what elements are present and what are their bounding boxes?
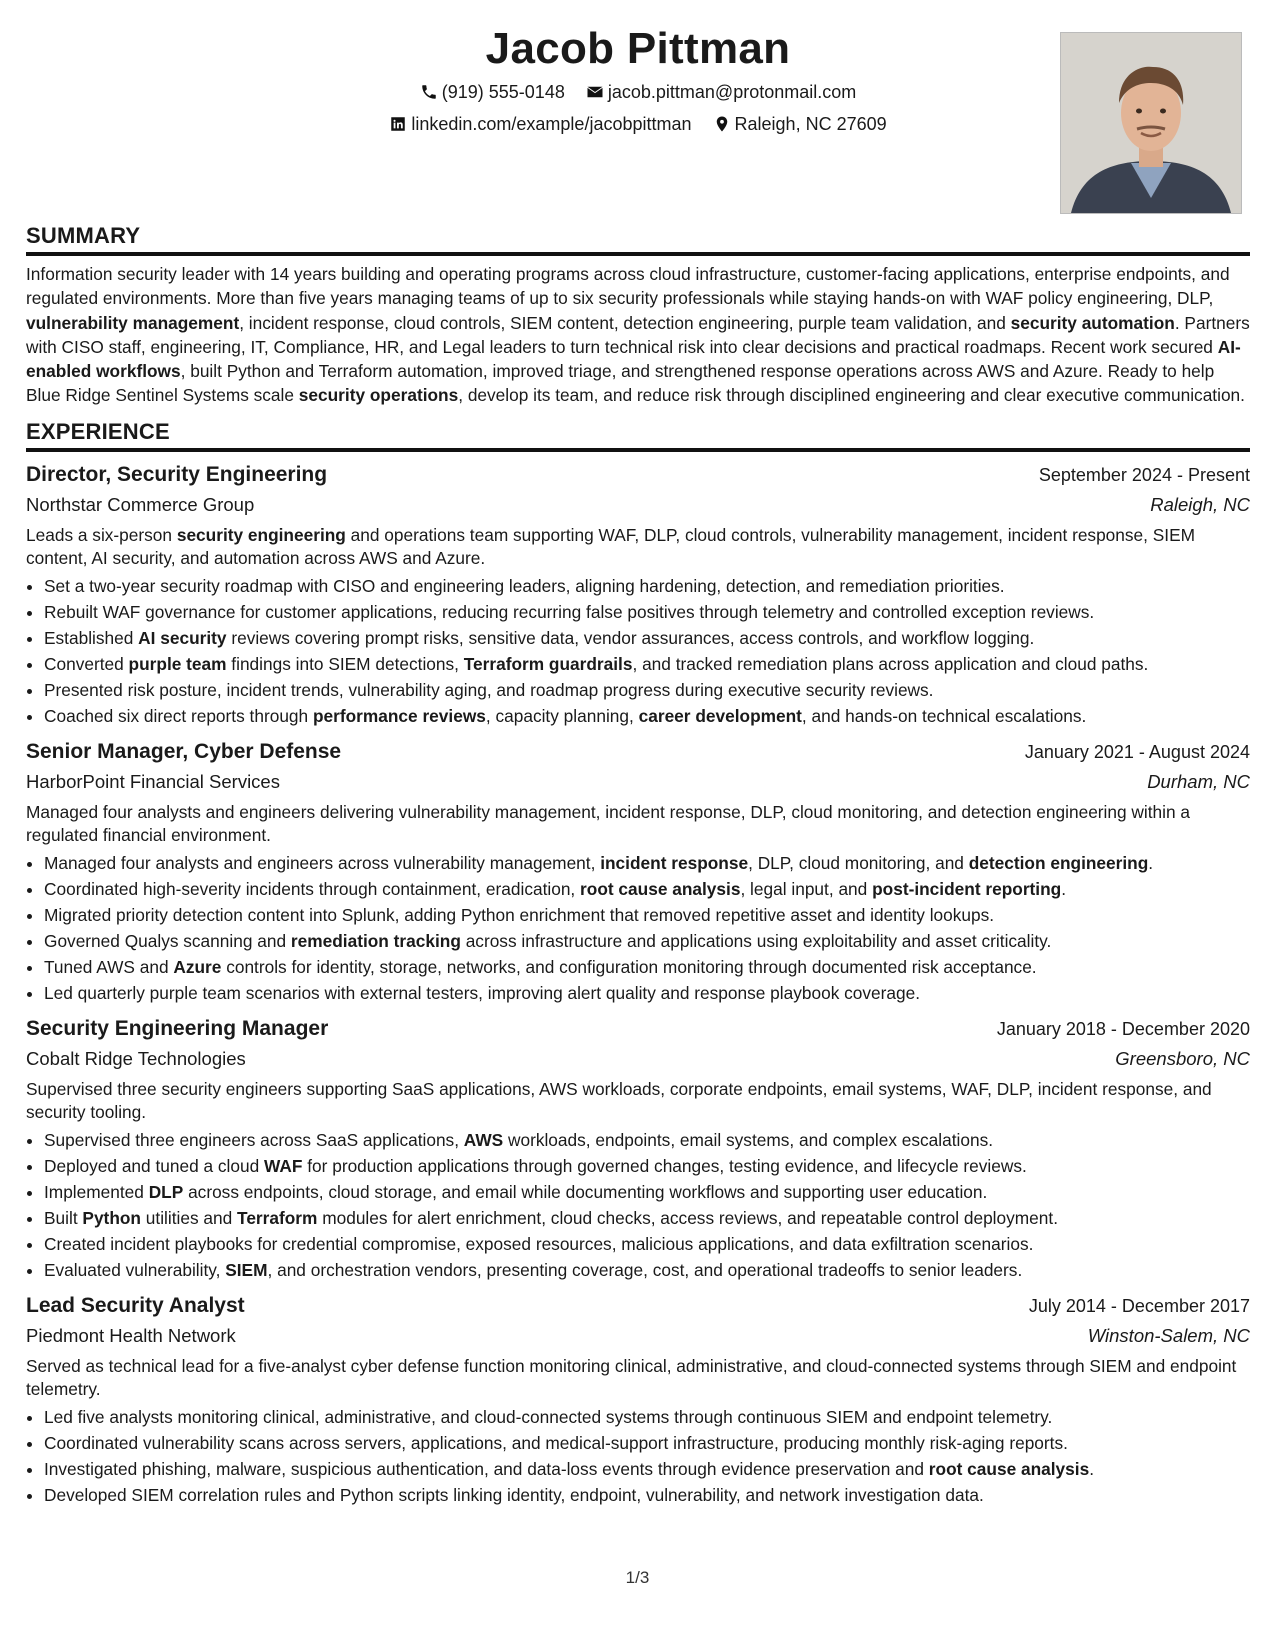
job-bullet: • Led quarterly purple team scenarios with external testers, improving alert quality and response playbook coverage. — [44, 980, 1250, 1006]
job-header — [26, 460, 1250, 490]
summary-paragraph: Information security leader with 14 years building and operating programs across cloud infrastructure, customer-facing applications, enterprise endpoints, and regulated environments. More than five years managing teams of up to six security professionals while staying hands-on with WAF policy engineering, DLP, vulnerability management, incident response, cloud controls, SIEM content, detection engineering, purple team validation, and security automation. Partners with CISO staff, engineering, IT, Compliance, HR, and Legal leaders to turn technical risk into clear decisions and practical roadmaps. Recent work secured AI-enabled workflows, built Python and Terraform automation, improved triage, and strengthened response operations across AWS and Azure. Ready to help Blue Ridge Sentinel Systems scale security operations, develop its team, and reduce risk through disciplined engineering and clear executive communication. — [26, 264, 1250, 406]
job-bullet: • Investigated phishing, malware, suspicious authentication, and data-loss events through evidence preservation and root cause analysis. — [44, 1456, 1250, 1482]
job-header — [26, 1014, 1250, 1044]
job-title: Lead Security Analyst — [26, 1293, 245, 1317]
contact-email[interactable] — [586, 80, 856, 104]
contact-phone — [420, 80, 565, 104]
job-company: Cobalt Ridge Technologies — [26, 1047, 246, 1069]
job-subheader — [26, 490, 1250, 520]
candidate-name: Jacob Pittman — [485, 24, 791, 73]
job-bullet: • Coordinated vulnerability scans across servers, applications, and medical-support infrastructure, producing monthly risk-aging reports. — [44, 1430, 1250, 1456]
job-location: Raleigh, NC — [1150, 493, 1250, 515]
job-header — [26, 737, 1250, 767]
job-subheader — [26, 1044, 1250, 1074]
job-bullets — [26, 573, 1250, 729]
job-location: Winston-Salem, NC — [1087, 1324, 1250, 1346]
job-subheader — [26, 767, 1250, 797]
job-location: Durham, NC — [1147, 770, 1250, 792]
phone-text: (919) 555-0148 — [441, 82, 565, 102]
job-bullet: • Deployed and tuned a cloud WAF for production applications through governed changes, testing evidence, and lifecycle reviews. — [44, 1153, 1250, 1179]
job-company: Northstar Commerce Group — [26, 493, 255, 515]
job-company: HarborPoint Financial Services — [26, 770, 280, 792]
linkedin-link[interactable]: linkedin.com/example/jacobpittman — [411, 114, 692, 134]
location-text: Raleigh, NC 27609 — [734, 114, 887, 134]
job-bullet: • Rebuilt WAF governance for customer applications, reducing recurring false positives through telemetry and controlled exception reviews. — [44, 599, 1250, 625]
job-bullet: • Led five analysts monitoring clinical, administrative, and cloud-connected systems through continuous SIEM and endpoint telemetry. — [44, 1404, 1250, 1430]
job-bullet: • Built Python utilities and Terraform modules for alert enrichment, cloud checks, access reviews, and repeatable control deployment. — [44, 1205, 1250, 1231]
job-intro: Served as technical lead for a five-analyst cyber defense function monitoring clinical, administrative, and cloud-connected systems through SIEM and endpoint telemetry. — [26, 1355, 1237, 1400]
job-intro: Supervised three security engineers supporting SaaS applications, AWS workloads, corporate endpoints, email systems, WAF, DLP, incident response, and security tooling. — [26, 1078, 1212, 1123]
job-dates: September 2024 - Present — [1038, 464, 1250, 485]
job-entry — [26, 737, 1250, 1006]
job-bullet: • Developed SIEM correlation rules and Python scripts linking identity, endpoint, vulnerability, and network investigation data. — [44, 1482, 1250, 1508]
job-bullet: • Created incident playbooks for credential compromise, exposed resources, malicious applications, and data exfiltration scenarios. — [44, 1231, 1250, 1257]
job-title: Senior Manager, Cyber Defense — [26, 739, 342, 763]
map-pin-icon — [713, 115, 731, 133]
job-bullet: • Tuned AWS and Azure controls for identity, storage, networks, and configuration monitoring through documented risk acceptance. — [44, 954, 1250, 980]
job-intro: Leads a six-person security engineering and operations team supporting WAF, DLP, cloud controls, vulnerability management, incident response, SIEM content, AI security, and automation across AWS and Azure. — [26, 524, 1196, 569]
summary-section — [26, 222, 1250, 408]
job-bullets — [26, 1127, 1250, 1283]
job-dates: January 2018 - December 2020 — [996, 1018, 1250, 1039]
resume-page — [26, 22, 1250, 1508]
job-dates: January 2021 - August 2024 — [1024, 741, 1250, 762]
job-subheader — [26, 1321, 1250, 1351]
job-location: Greensboro, NC — [1115, 1047, 1250, 1069]
contact-linkedin[interactable] — [389, 112, 691, 136]
linkedin-icon — [389, 115, 407, 133]
job-bullet: • Governed Qualys scanning and remediation tracking across infrastructure and applications using exploitability and asset criticality. — [44, 928, 1250, 954]
job-entry — [26, 1014, 1250, 1283]
job-title: Security Engineering Manager — [26, 1016, 329, 1040]
phone-icon — [420, 83, 438, 101]
job-entry — [26, 1291, 1250, 1508]
experience-heading: EXPERIENCE — [26, 418, 1250, 452]
page-number: 1/3 — [625, 1568, 650, 1587]
summary-heading: SUMMARY — [26, 222, 1250, 256]
resume-header — [26, 22, 1250, 212]
experience-section — [26, 418, 1250, 1508]
experience-list — [26, 460, 1250, 1508]
job-bullet: • Supervised three engineers across SaaS applications, AWS workloads, endpoints, email systems, and complex escalations. — [44, 1127, 1250, 1153]
job-bullet: • Evaluated vulnerability, SIEM, and orchestration vendors, presenting coverage, cost, and operational tradeoffs to senior leaders. — [44, 1257, 1250, 1283]
job-title: Director, Security Engineering — [26, 462, 328, 486]
job-bullet: • Migrated priority detection content into Splunk, adding Python enrichment that removed repetitive asset and identity lookups. — [44, 902, 1250, 928]
job-bullet: • Converted purple team findings into SIEM detections, Terraform guardrails, and tracked remediation plans across application and cloud paths. — [44, 651, 1250, 677]
job-intro: Managed four analysts and engineers delivering vulnerability management, incident response, DLP, cloud monitoring, and detection engineering within a regulated financial environment. — [26, 801, 1191, 846]
job-bullet: • Managed four analysts and engineers across vulnerability management, incident response, DLP, cloud monitoring, and detection engineering. — [44, 850, 1250, 876]
job-bullet: • Established AI security reviews covering prompt risks, sensitive data, vendor assurances, access controls, and workflow logging. — [44, 625, 1250, 651]
envelope-icon — [586, 83, 604, 101]
profile-photo — [1060, 32, 1242, 214]
contact-location — [713, 112, 887, 136]
job-bullet: • Implemented DLP across endpoints, cloud storage, and email while documenting workflows and supporting user education. — [44, 1179, 1250, 1205]
job-bullet: • Presented risk posture, incident trends, vulnerability aging, and roadmap progress during executive security reviews. — [44, 677, 1250, 703]
email-link[interactable]: jacob.pittman@protonmail.com — [607, 82, 857, 102]
job-bullets — [26, 850, 1250, 1006]
profile-photo-illustration — [1061, 33, 1241, 213]
job-bullet: • Coordinated high-severity incidents through containment, eradication, root cause analysis, legal input, and post-incident reporting. — [44, 876, 1250, 902]
job-bullet: • Coached six direct reports through performance reviews, capacity planning, career development, and hands-on technical escalations. — [44, 703, 1250, 729]
job-entry — [26, 460, 1250, 729]
job-bullet: • Set a two-year security roadmap with CISO and engineering leaders, aligning hardening, detection, and remediation priorities. — [44, 573, 1250, 599]
job-bullets — [26, 1404, 1250, 1508]
job-company: Piedmont Health Network — [26, 1324, 236, 1346]
job-header — [26, 1291, 1250, 1321]
job-dates: July 2014 - December 2017 — [1028, 1295, 1250, 1316]
